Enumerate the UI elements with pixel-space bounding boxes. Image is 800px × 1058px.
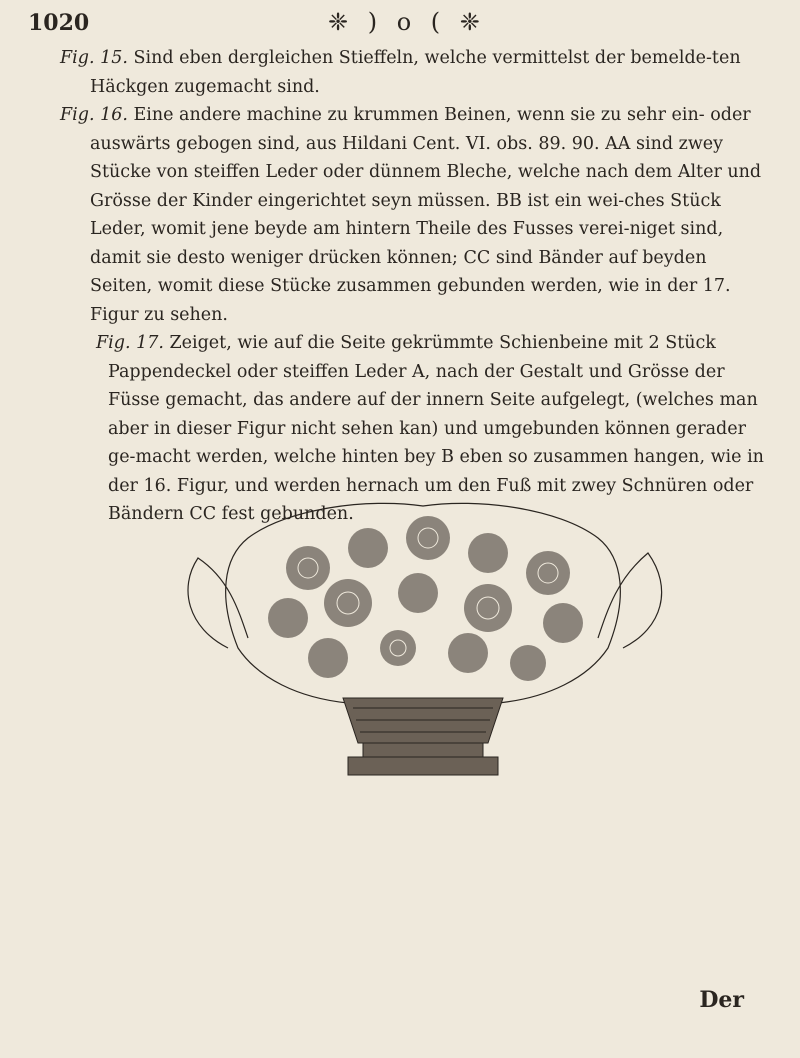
body-text — [60, 44, 772, 529]
figure-label: Fig. 16. — [60, 105, 128, 125]
paragraph-text: Eine andere machine zu krummen Beinen, wenn sie zu sehr ein- oder auswärts gebogen sind, aus Hildani Cent. VI. obs. 89. 90. AA sind zwey Stücke von steiffen Leder oder dünnem Bleche, welche nach dem Alter und Grösse der Kinder eingerichtet seyn müssen. BB ist ein wei-ches Stück Leder, womit jene beyde am hintern Theile des Fusses verei-niget sind, damit sie desto weniger drücken können; CC sind Bänder auf beyden Seiten, womit diese Stücke zusammen gebunden werden, wie in der 17. Figur zu sehen. — [90, 105, 762, 325]
figure-label: Fig. 15. — [60, 48, 128, 68]
page-number: 1020 — [28, 10, 90, 36]
paragraph-text: Zeiget, wie auf die Seite gekrümmte Schienbeine mit 2 Stück Pappendeckel oder steiffen Leder A, nach der Gestalt und Grösse der Füsse gemacht, das andere auf der innern Seite aufgelegt, (welches man aber in dieser Figur nicht sehen kan) und umgebunden können gerader ge-macht werden, welche hinten bey B eben so zusammen hangen, wie in der 16. Figur, und werden hernach um den Fuß mit zwey Schnüren oder Bändern CC fest gebunden. — [108, 333, 764, 524]
figure-label: Fig. 17. — [96, 333, 164, 353]
running-header — [28, 6, 772, 42]
header-ornament: ❈ ) o ( ❈ — [328, 8, 486, 36]
catchword: Der — [699, 987, 744, 1013]
paragraph-fig-16 — [60, 101, 772, 329]
paragraph-fig-15 — [60, 44, 772, 101]
flower-vase-engraving — [168, 498, 678, 788]
paragraph-text: Sind eben dergleichen Stieffeln, welche vermittelst der bemelde-ten Häckgen zugemacht sind. — [90, 48, 741, 97]
